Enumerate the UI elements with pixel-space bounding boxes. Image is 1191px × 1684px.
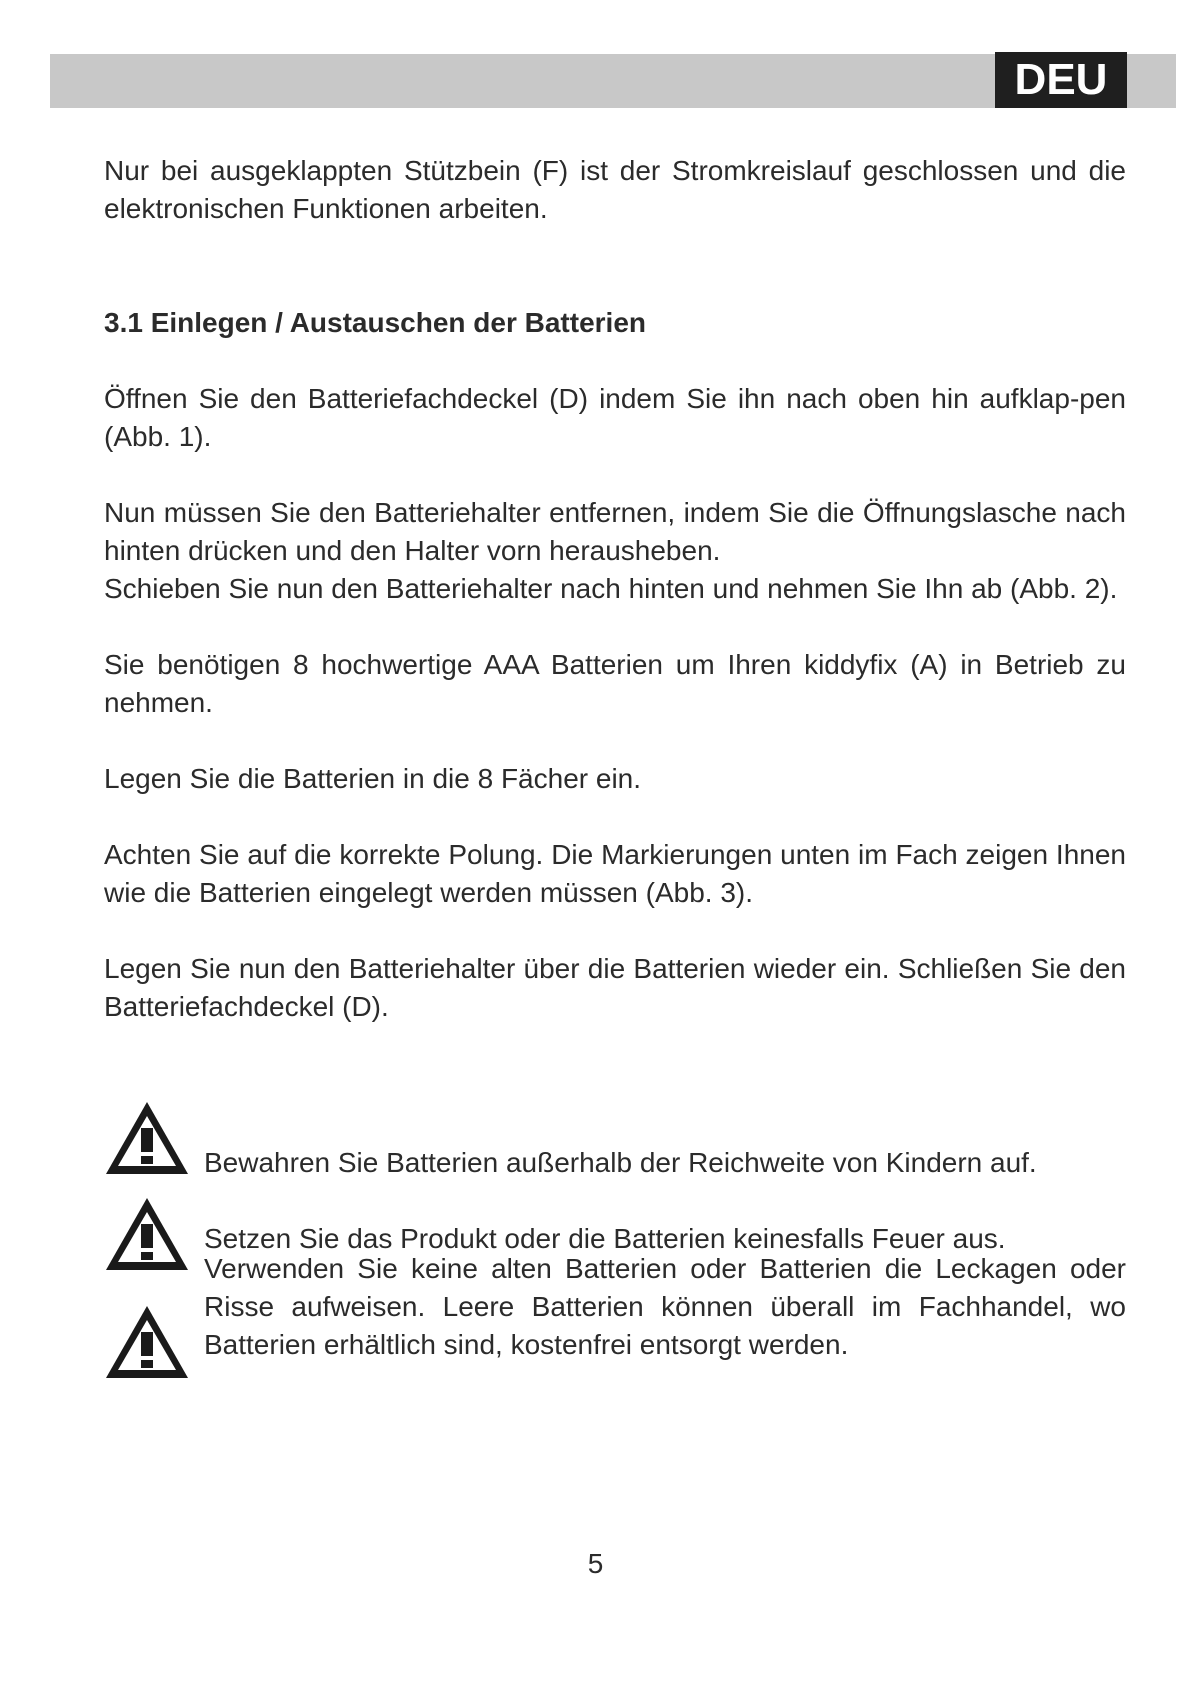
warning-text: Bewahren Sie Batterien außerhalb der Reichweite von Kindern auf. (204, 1147, 1037, 1178)
page-number: 5 (587, 1548, 604, 1579)
intro-paragraph: Nur bei ausgeklappten Stützbein (F) ist der Stromkreislauf geschlossen und die elektronischen Funktionen arbeiten. (104, 155, 1126, 224)
paragraph-reinsert-holder: Legen Sie nun den Batteriehalter über die Batterien wieder ein. Schließen Sie den Batteriefachdeckel (D). (104, 953, 1126, 1022)
warning-triangle-icon (104, 1100, 190, 1176)
warning-text: Setzen Sie das Produkt oder die Batterien keinesfalls Feuer aus. (204, 1223, 1006, 1254)
paragraph-remove-holder: Nun müssen Sie den Batteriehalter entfernen, indem Sie die Öffnungslasche nach hinten drücken und den Halter vorn herausheben. (104, 497, 1126, 566)
paragraph-polarity: Achten Sie auf die korrekte Polung. Die Markierungen unten im Fach zeigen Ihnen wie die Batterien eingelegt werden müssen (Abb. 3). (104, 839, 1126, 908)
paragraph-battery-requirement: Sie benötigen 8 hochwertige AAA Batterien um Ihren kiddyfix (A) in Betrieb zu nehmen. (104, 649, 1126, 718)
paragraph-insert-batteries: Legen Sie die Batterien in die 8 Fächer ein. (104, 763, 642, 794)
warning-triangle-icon (104, 1196, 190, 1272)
paragraph-open-cover: Öffnen Sie den Batteriefachdeckel (D) indem Sie ihn nach oben hin aufklap-pen (Abb. 1). (104, 383, 1126, 452)
paragraph-slide-holder: Schieben Sie nun den Batteriehalter nach hinten und nehmen Sie Ihn ab (Abb. 2). (104, 573, 1118, 604)
section-heading: 3.1 Einlegen / Austauschen der Batterien (104, 307, 647, 338)
language-badge: DEU (995, 52, 1127, 108)
warning-text: Verwenden Sie keine alten Batterien oder Batterien die Leckagen oder Risse aufweisen. Leere Batterien können überall im Fachhandel, wo Batterien erhältlich sind, kostenfrei entsorgt werden. (204, 1253, 1126, 1360)
main-content (104, 152, 1126, 1026)
warning-triangle-icon (104, 1304, 190, 1380)
